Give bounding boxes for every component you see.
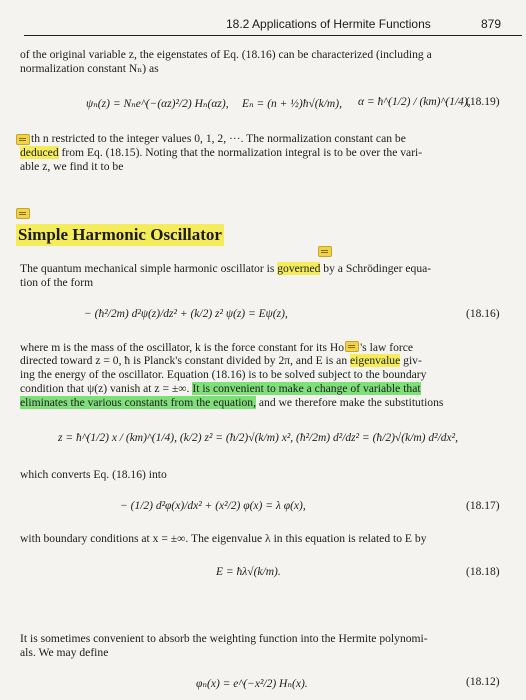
para3-line-3: ing the energy of the oscillator. Equation (18.16) is to be solved subject to the boundary — [20, 368, 427, 381]
eq-1812: φₙ(x) = e^(−x²/2) Hₙ(x). — [196, 678, 308, 690]
annotation-note-icon[interactable] — [16, 134, 30, 145]
para2-line-1: The quantum mechanical simple harmonic oscillator is governed by a Schrödinger equa- — [20, 262, 432, 275]
para6-line-2: als. We may define — [20, 646, 109, 659]
eq-number-1819: (18.19) — [466, 96, 500, 108]
eq-1819-energy: Eₙ = (n + ½)ħ√(k/m), — [242, 98, 342, 110]
para2-line-2: tion of the form — [20, 276, 94, 289]
highlight-eigenvalue[interactable]: eigenvalue — [350, 354, 401, 367]
para1-line-2: deduced from Eq. (18.15). Noting that the normalization integral is to be over the vari- — [20, 146, 423, 159]
section-title[interactable]: Simple Harmonic Oscillator — [18, 225, 222, 244]
eq-1816: − (ħ²/2m) d²ψ(z)/dz² + (k/2) z² ψ(z) = Eψ(z), — [84, 308, 288, 320]
eq-1819-alpha: α = ħ^(1/2) / (km)^(1/4), — [358, 96, 471, 108]
highlight-eliminates-constants[interactable]: eliminates the various constants from the equation, — [20, 396, 257, 409]
highlight-governed[interactable]: governed — [277, 262, 321, 275]
annotation-note-icon[interactable] — [345, 341, 359, 352]
eq-1817: − (1/2) d²φ(x)/dx² + (x²/2) φ(x) = λ φ(x), — [120, 500, 306, 512]
highlight-change-of-variable[interactable]: It is convenient to make a change of variable that — [192, 382, 421, 395]
annotation-note-icon[interactable] — [16, 208, 30, 219]
highlight-deduced[interactable]: deduced — [20, 146, 59, 159]
running-header — [0, 14, 526, 36]
para1-line-3: able z, we find it to be — [20, 160, 124, 173]
para6-line-1: It is sometimes convenient to absorb the weighting function into the Hermite polynomi- — [20, 632, 428, 645]
eq-1818: E = ħλ√(k/m). — [216, 566, 281, 578]
annotation-note-icon[interactable] — [318, 246, 332, 257]
eq-number-1816: (18.16) — [466, 308, 500, 320]
para3-line-5: eliminates the various constants from the equation, and we therefore make the substitutions — [20, 396, 444, 409]
intro-line-2: normalization constant Nₙ) as — [20, 62, 159, 75]
header-rule — [24, 35, 522, 36]
intro-line-1: of the original variable z, the eigenstates of Eq. (18.16) can be characterized (including a — [20, 48, 432, 61]
section-heading-running: 18.2 Applications of Hermite Functions — [226, 17, 431, 31]
para3-line-2: directed toward z = 0, ħ is Planck's constant divided by 2π, and E is an eigenvalue giv- — [20, 354, 422, 367]
eq-number-1817: (18.17) — [466, 500, 500, 512]
para4-line-1: which converts Eq. (18.16) into — [20, 468, 167, 481]
eq-number-1818: (18.18) — [466, 566, 500, 578]
eq-1819-psi: ψₙ(z) = Nₙe^(−(αz)²/2) Hₙ(αz), — [86, 98, 229, 110]
eq-number-1812: (18.12) — [466, 676, 500, 688]
para3-line-4: condition that ψ(z) vanish at z = ±∞. It is convenient to make a change of variable that — [20, 382, 421, 395]
para3-line-1: where m is the mass of the oscillator, k is the force constant for its Ho 's law force — [20, 341, 414, 354]
eq-substitutions: z = ħ^(1/2) x / (km)^(1/4), (k/2) z² = (ħ/2)√(k/m) x², (ħ²/2m) d²/dz² = (ħ/2)√(k/m) d²/dx², — [58, 432, 458, 444]
para5-line-1: with boundary conditions at x = ±∞. The eigenvalue λ in this equation is related to E by — [20, 532, 427, 545]
page-number: 879 — [481, 17, 502, 31]
para1-line-1: th n restricted to the integer values 0, 1, 2, ···. The normalization constant can be — [31, 132, 406, 145]
